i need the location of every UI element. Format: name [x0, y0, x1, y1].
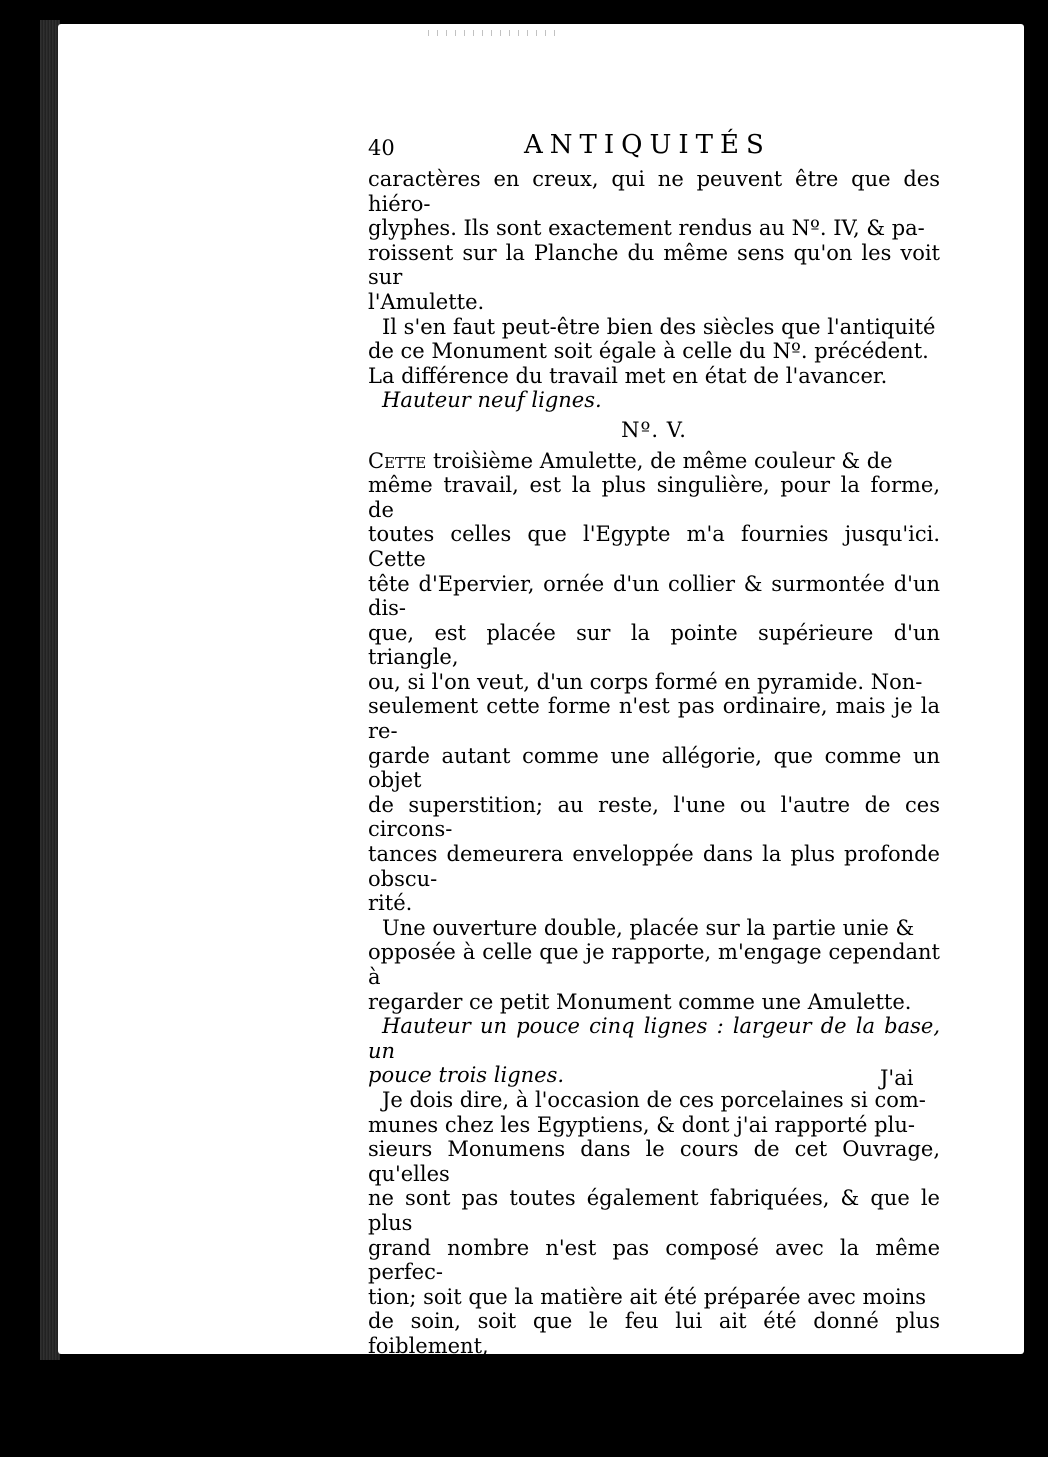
text-line: grand nombre n'est pas composé avec la même perfec- [368, 1235, 940, 1285]
text-line: garde autant comme une allégorie, que comme un objet [368, 743, 940, 793]
text-line: de soin, soit que le feu lui ait été donné plus foiblement, [368, 1309, 940, 1358]
text-line: regarder ce petit Monument comme une Amulette. [368, 989, 912, 1014]
text-line: que, est placée sur la pointe supérieure d'un triangle, [368, 620, 940, 670]
paragraph-2 [368, 315, 940, 389]
body-text [368, 167, 940, 1457]
text-line: ou, si l'on veut, d'un corps formé en pyramide. Non- [368, 669, 923, 694]
book-spine-edge [40, 20, 60, 1360]
dimension-note-1 [368, 388, 940, 413]
text-line: tête d'Epervier, ornée d'un collier & surmontée d'un dis- [368, 571, 940, 621]
text-line: seulement cette forme n'est pas ordinaire, mais je la re- [368, 694, 940, 744]
text-line: ne sont pas toutes également fabriquées, & que le plus [368, 1186, 940, 1235]
text-line: de ce Monument soit égale à celle du Nº. précédent. [368, 339, 929, 364]
text-line: La différence du travail met en état de l'avancer. [368, 363, 888, 388]
text-line: caractères en creux, qui ne peuvent être que des hiéro- [368, 167, 940, 216]
first-word-smallcaps: Cette [368, 448, 427, 473]
text-line: toutes celles que l'Egypte m'a fournies jusqu'ici. Cette [368, 522, 940, 571]
text-line: Hauteur un pouce cinq lignes : largeur de la base, un [368, 1014, 940, 1063]
text-line: munes chez les Egyptiens, & dont j'ai rapporté plu- [368, 1112, 915, 1137]
section-heading: Nº. V. [621, 417, 687, 442]
paragraph-5 [368, 1088, 940, 1457]
paragraph-3 [368, 449, 940, 916]
text-line: vrages à un très-bas prix. Voici la preuve de ces diffé- [368, 1407, 940, 1432]
text-line: opposée à celle que je rapporte, m'engage cependant à [368, 940, 940, 989]
text-line: Hauteur neuf lignes. [382, 388, 602, 413]
text-line: tances demeurera enveloppée dans la plus profonde obscu- [368, 842, 940, 891]
scan-artifact [420, 30, 560, 36]
text-line: Je dois dire, à l'occasion de ces porcelaines si com- [382, 1087, 926, 1112]
running-title: ANTIQUITÉS [524, 130, 771, 160]
text-line: Il s'en faut peut-être bien des siècles que l'antiquité [382, 314, 936, 339]
text-line: l'Amulette. [368, 289, 485, 314]
text-line: glyphes. Ils sont exactement rendus au Nº. IV, & pa- [368, 216, 925, 241]
paragraph-4 [368, 916, 940, 1014]
paragraph-1 [368, 167, 940, 315]
text-line: rences dans les opérations. [368, 1432, 660, 1457]
dimension-note-2 [368, 1014, 940, 1088]
page-number: 40 [368, 136, 395, 160]
text-line: tion; soit que la matière ait été préparée avec moins [368, 1284, 927, 1309]
text-line: sieurs Monumens dans le cours de cet Ouvrage, qu'elles [368, 1137, 940, 1186]
text-line: de superstition; au reste, l'une ou l'autre de ces circons- [368, 792, 940, 842]
text-line: rité. [368, 891, 413, 916]
text-line: même travail, est la plus singulière, pour la forme, de [368, 473, 940, 522]
text-line: roissent sur la Planche du même sens qu'on les voit sur [368, 240, 940, 290]
text-line: peut-être pour mettre le peuple en état d'acheter ces ou- [368, 1358, 940, 1408]
text-line: Une ouverture double, placée sur la partie unie & [382, 915, 915, 940]
catchword: J'ai [880, 1066, 914, 1090]
text-line: pouce trois lignes. [368, 1063, 565, 1088]
text-line: trois̀ième Amulette, de même couleur & de [432, 448, 893, 473]
page-header [368, 130, 940, 166]
